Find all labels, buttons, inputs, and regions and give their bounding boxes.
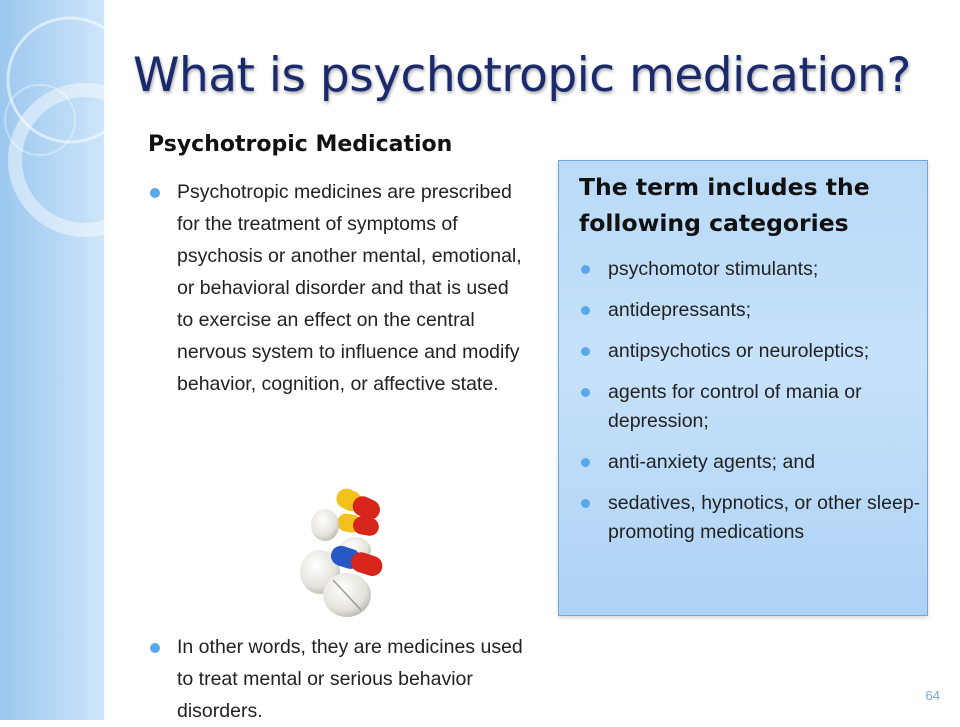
- page-number: 64: [925, 688, 940, 703]
- sidebar-edge-line: [104, 0, 108, 720]
- category-text: antipsychotics or neuroleptics;: [608, 340, 870, 362]
- definition-bullet: [150, 176, 530, 400]
- category-item: [581, 296, 921, 325]
- categories-heading: The term includes the following categories: [579, 173, 870, 237]
- bullet-dot-icon: [581, 388, 590, 397]
- categories-list: [581, 255, 921, 559]
- definition-text: Psychotropic medicines are prescribed for the treatment of symptoms of psychosis or another mental, emotional, or behavioral disorder and that is used to exercise an effect on the central nervous system to influence and modify behavior, cognition, or affective state.: [177, 181, 522, 395]
- slide-title: What is psychotropic medication?: [133, 48, 911, 103]
- category-item: [581, 448, 921, 477]
- bullet-dot-icon: [581, 499, 590, 508]
- category-item: [581, 337, 921, 366]
- category-text: anti-anxiety agents; and: [608, 451, 816, 473]
- summary-text: In other words, they are medicines used to treat mental or serious behavior disorders.: [177, 636, 523, 722]
- summary-bullet: [150, 631, 530, 727]
- bullet-dot-icon: [581, 265, 590, 274]
- category-text: sedatives, hypnotics, or other sleep-promoting medications: [608, 492, 921, 543]
- bullet-dot-icon: [150, 643, 160, 653]
- categories-box: [558, 160, 928, 616]
- category-text: agents for control of mania or depression;: [608, 381, 862, 432]
- bullet-dot-icon: [581, 458, 590, 467]
- pills-image: [285, 480, 410, 625]
- category-text: psychomotor stimulants;: [608, 258, 819, 280]
- category-item: [581, 255, 921, 284]
- decorative-sidebar: [0, 0, 108, 720]
- sidebar-circles-decoration: [0, 0, 108, 720]
- left-section-heading: Psychotropic Medication: [148, 132, 453, 157]
- bullet-dot-icon: [150, 188, 160, 198]
- category-text: antidepressants;: [608, 299, 752, 321]
- category-item: [581, 489, 921, 547]
- category-item: [581, 378, 921, 436]
- bullet-dot-icon: [581, 306, 590, 315]
- bullet-dot-icon: [581, 347, 590, 356]
